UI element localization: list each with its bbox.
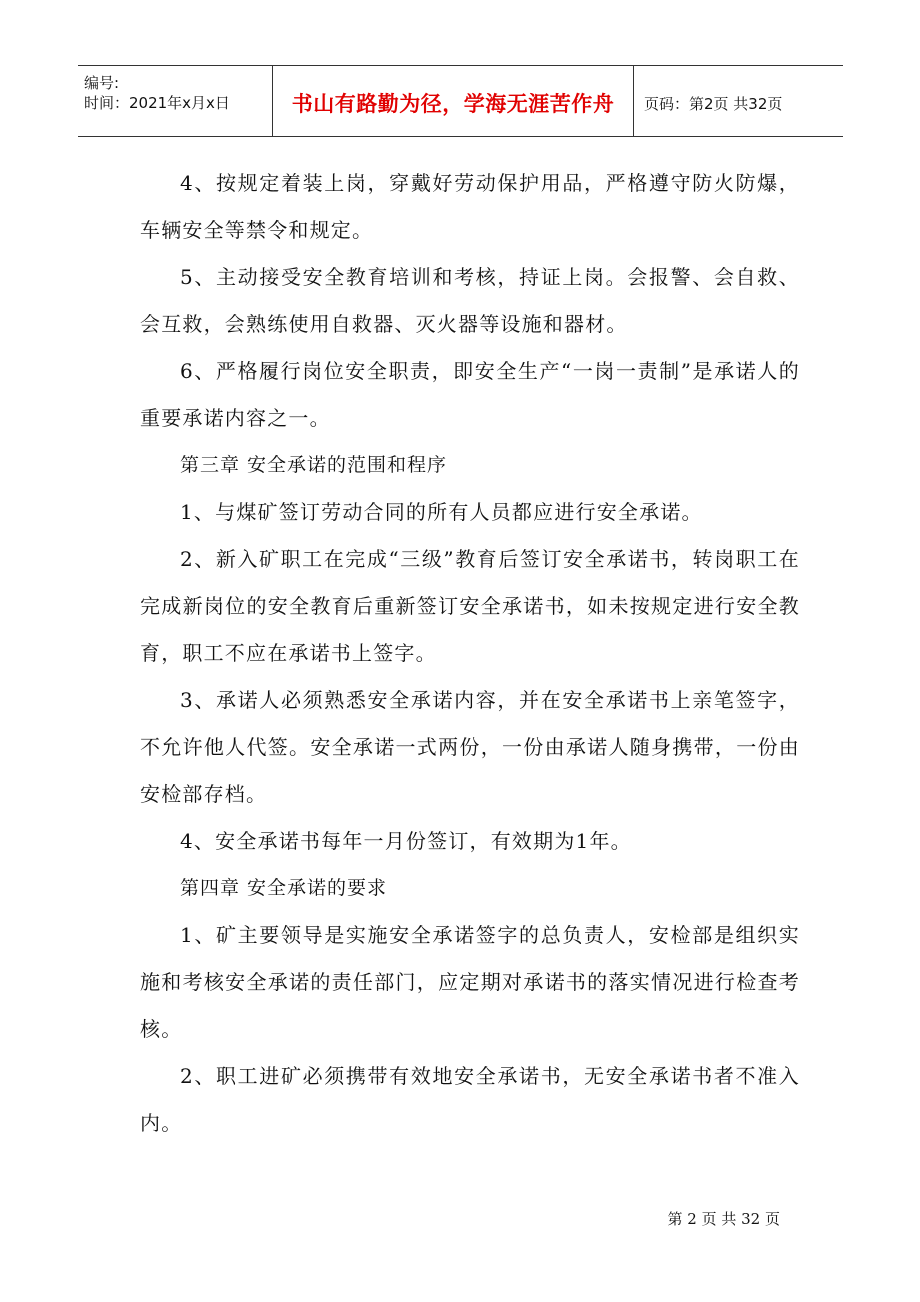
paragraph-item-6: 6、严格履行岗位安全职责，即安全生产“一岗一责制”是承诺人的重要承诺内容之一。 xyxy=(140,359,800,430)
header-info-cell xyxy=(78,66,272,136)
header-page-cell xyxy=(634,66,843,136)
document-header xyxy=(78,65,843,137)
document-date-label: 时间：2021年x月x日 xyxy=(84,94,230,112)
header-page-number: 页码：第2页 共32页 xyxy=(644,95,783,113)
chapter-3-item-3: 3、承诺人必须熟悉安全承诺内容，并在安全承诺书上亲笔签字，不允许他人代签。安全承诺一式两份，一份由承诺人随身携带，一份由安检部存档。 xyxy=(140,688,800,806)
chapter-4-heading: 第四章 安全承诺的要求 xyxy=(180,877,388,899)
paragraph-item-4: 4、按规定着装上岗，穿戴好劳动保护用品，严格遵守防火防爆，车辆安全等禁令和规定。 xyxy=(140,171,800,242)
chapter-3-item-2: 2、新入矿职工在完成“三级”教育后签订安全承诺书，转岗职工在完成新岗位的安全教育后重新签订安全承诺书，如未按规定进行安全教育，职工不应在承诺书上签字。 xyxy=(140,547,800,665)
chapter-3-item-1: 1、与煤矿签订劳动合同的所有人员都应进行安全承诺。 xyxy=(180,500,703,524)
page-footer: 第 2 页 共 32 页 xyxy=(667,1210,780,1228)
header-motto-cell xyxy=(272,66,634,136)
header-motto: 书山有路勤为径，学海无涯苦作舟 xyxy=(291,92,615,116)
chapter-3-heading: 第三章 安全承诺的范围和程序 xyxy=(180,454,448,476)
chapter-3-item-4: 4、安全承诺书每年一月份签订，有效期为1年。 xyxy=(180,829,632,853)
paragraph-item-5: 5、主动接受安全教育培训和考核，持证上岗。会报警、会自救、会互救，会熟练使用自救器、灭火器等设施和器材。 xyxy=(140,265,800,336)
document-code-label: 编号: xyxy=(84,74,120,92)
chapter-4-item-1: 1、矿主要领导是实施安全承诺签字的总负责人，安检部是组织实施和考核安全承诺的责任部门，应定期对承诺书的落实情况进行检查考核。 xyxy=(140,923,800,1041)
chapter-4-item-2: 2、职工进矿必须携带有效地安全承诺书，无安全承诺书者不准入内。 xyxy=(140,1064,800,1135)
document-body xyxy=(140,160,800,1147)
